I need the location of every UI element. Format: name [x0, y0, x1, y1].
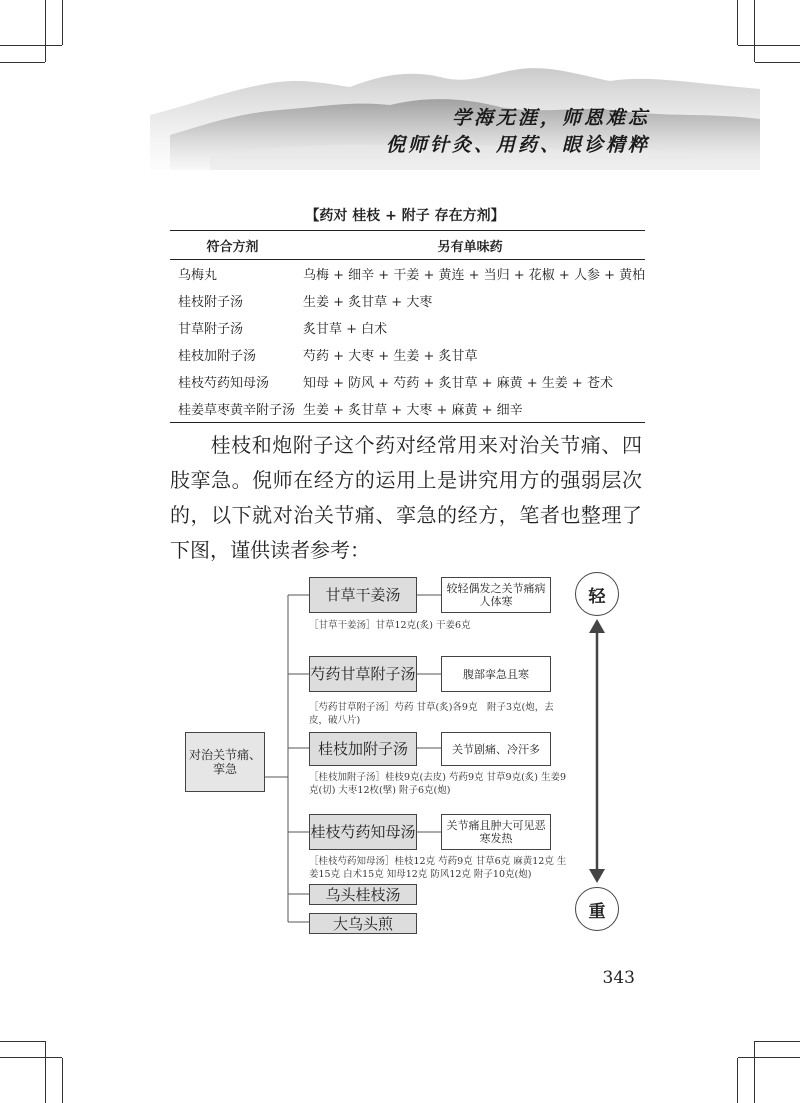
crop-mark-tr-v: [754, 0, 755, 62]
crop-mark-tr-v2: [737, 0, 738, 45]
table-row: [170, 395, 645, 423]
crop-mark-br-h: [738, 1057, 800, 1058]
crop-mark-tr-h: [738, 45, 800, 46]
crop-mark-bl-h2: [0, 1041, 45, 1042]
table-row: [170, 314, 645, 341]
indication-box: 关节剧痛、冷汗多: [441, 732, 551, 766]
formula-herbs: 生姜 + 炙甘草 + 大枣 + 麻黄 + 细辛: [295, 395, 645, 423]
formula-name: 桂枝附子汤: [178, 295, 244, 310]
running-header-subtitle: 倪师针灸、用药、眼诊精粹: [385, 134, 650, 156]
crop-mark-br-h2: [755, 1041, 800, 1042]
table-row: [170, 368, 645, 395]
table-header-row: [170, 231, 645, 260]
formula-name: 桂枝芍药知母汤: [178, 376, 270, 391]
formula-box: 大乌头煎: [309, 913, 417, 934]
crop-mark-tr-h2: [755, 62, 800, 63]
formula-note: ［桂枝芍药知母汤］桂枝12克 芍药9克 甘草6克 麻黄12克 生姜15克 白术15克 知母12克 防风12克 附子10克(炮): [309, 856, 567, 880]
formula-herbs: 知母 + 防风 + 芍药 + 炙甘草 + 麻黄 + 生姜 + 苍术: [303, 376, 613, 391]
table-row: [170, 287, 645, 314]
page-number: 343: [602, 968, 635, 988]
formula-name: 甘草附子汤: [178, 322, 244, 337]
table-row: [170, 341, 645, 368]
scale-light-label: 轻: [575, 572, 619, 616]
formula-box: 甘草干姜汤: [309, 577, 417, 613]
formula-strength-diagram: [185, 565, 645, 950]
formula-box: 桂枝芍药知母汤: [309, 814, 417, 850]
arrow-head-up-icon: [589, 619, 605, 633]
body-paragraph-text: 桂枝和炮附子这个药对经常用来对治关节痛、四肢挛急。倪师在经方的运用上是讲究用方的强弱层次的，以下就对治关节痛、挛急的经方，笔者也整理了下图，谨供读者参考：: [170, 433, 642, 562]
diagram-root: 对治关节痛、挛急: [185, 732, 265, 792]
crop-mark-bl-v: [45, 1041, 46, 1103]
formula-name: 乌梅丸: [178, 268, 218, 283]
table-caption: 【药对 桂枝 + 附子 存在方剂】: [305, 208, 505, 224]
arrow-head-down-icon: [589, 869, 605, 883]
formula-box: 乌头桂枝汤: [309, 884, 417, 905]
crop-mark-br-v2: [737, 1058, 738, 1103]
crop-mark-tl-h2: [0, 62, 45, 63]
formula-name: 桂枝加附子汤: [178, 349, 257, 364]
body-paragraph: [170, 428, 642, 568]
formula-note: ［甘草干姜汤］甘草12克(炙) 干姜6克: [309, 620, 471, 631]
indication-box: 关节痛且肿大可见恶寒发热: [441, 814, 551, 850]
crop-mark-tl-v: [45, 0, 46, 62]
table-header-herbs: 另有单味药: [295, 231, 645, 260]
formula-note: ［芍药甘草附子汤］芍药 甘草(炙)各9克 附子3克(炮，去皮，破八片): [309, 702, 554, 726]
table-header-formula: 符合方剂: [170, 231, 295, 260]
indication-box: 较轻偶发之关节痛病人体寒: [441, 577, 551, 613]
formula-herbs: 芍药 + 大枣 + 生姜 + 炙甘草: [303, 349, 478, 364]
table-row: [170, 260, 645, 288]
indication-box: 腹部挛急且寒: [441, 656, 551, 692]
formula-box: 桂枝加附子汤: [309, 732, 417, 766]
formula-table: [170, 230, 645, 423]
crop-mark-bl-h: [0, 1057, 62, 1058]
formula-name: 桂姜草枣黄辛附子汤: [170, 395, 295, 423]
scale-heavy-label: 重: [575, 887, 619, 931]
formula-box: 芍药甘草附子汤: [309, 656, 417, 692]
formula-herbs: 炙甘草 + 白术: [303, 322, 388, 337]
crop-mark-tl-v2: [62, 0, 63, 45]
formula-herbs: 乌梅 + 细辛 + 干姜 + 黄连 + 当归 + 花椒 + 人参 + 黄柏: [303, 268, 646, 283]
crop-mark-br-v: [754, 1041, 755, 1103]
formula-note: ［桂枝加附子汤］桂枝9克(去皮) 芍药9克 甘草9克(炙) 生姜9克(切) 大枣12枚(擘) 附子6克(炮): [309, 772, 567, 796]
running-header-title: 学海无涯，师恩难忘: [451, 107, 650, 129]
crop-mark-tl-h: [0, 45, 62, 46]
crop-mark-bl-v2: [62, 1058, 63, 1103]
formula-herbs: 生姜 + 炙甘草 + 大枣: [303, 295, 433, 310]
